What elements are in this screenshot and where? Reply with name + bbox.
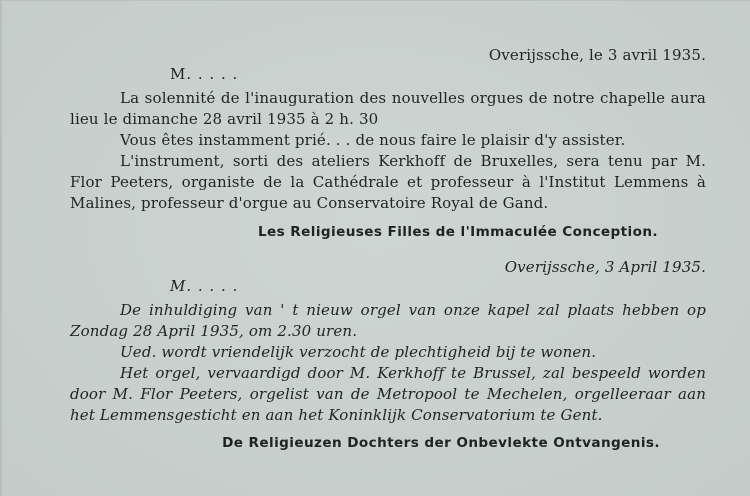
dutch-section [70, 257, 706, 454]
french-signature: Les Religieuses Filles de l'Immaculée Conception. [257, 224, 658, 240]
french-paragraph-2: Vous êtes instamment prié. . . de nous faire le plaisir d'y assister. [120, 131, 626, 149]
dutch-paragraph-2: Ued. wordt vriendelijk verzocht de plechtigheid bij te wonen. [120, 343, 597, 361]
french-section [70, 45, 706, 243]
dutch-paragraph-1: De inhuldiging van ' t nieuw orgel van onze kapel zal plaats hebben op Zondag 28 April 1935, om 2.30 uren. [70, 301, 706, 340]
french-paragraph-3: L'instrument, sorti des ateliers Kerkhoff de Bruxelles, sera tenu par M. Flor Peeters, organiste de la Cathédrale et professeur à l'Institut Lemmens à Malines, professeur d'orgue au Conservatoire Royal de Gand. [70, 152, 706, 212]
dutch-paragraph-3: Het orgel, vervaardigd door M. Kerkhoff te Brussel, zal bespeeld worden door M. Flor Peeters, orgelist van de Metropool te Mechelen, orgelleeraar aan het Lemmensgesticht en aan het Koninklijk Conservatorium te Gent. [70, 364, 706, 424]
french-date: Overijssche, le 3 avril 1935. [488, 46, 706, 64]
dutch-signature: De Religieuzen Dochters der Onbevlekte Ontvangenis. [222, 435, 660, 451]
dutch-date: Overijssche, 3 April 1935. [504, 258, 706, 276]
dutch-salutation: M. . . . . [170, 277, 239, 295]
french-salutation: M. . . . . [170, 65, 239, 83]
french-paragraph-1: La solennité de l'inauguration des nouvelles orgues de notre chapelle aura lieu le dimanche 28 avril 1935 à 2 h. 30 [70, 89, 706, 128]
